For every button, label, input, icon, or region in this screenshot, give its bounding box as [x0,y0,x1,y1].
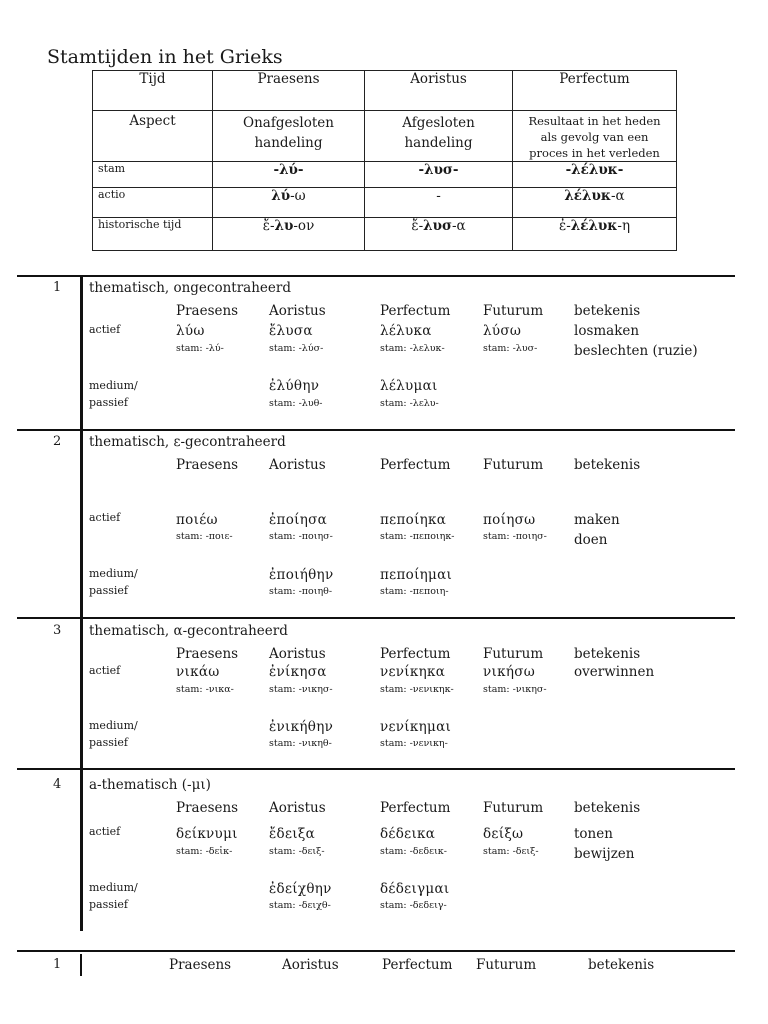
greek-form: δέδεικα [380,826,436,842]
aspect-line: Afgesloten [402,115,475,131]
aspect-line: Onafgesloten [243,115,334,131]
stam-perfectum [513,162,677,188]
aspect-line: handeling [404,135,473,151]
greek-form: πεποίημαι [380,567,453,583]
actio-perfectum [513,188,677,218]
historisch-ending: -α [451,218,466,234]
greek-form: ἐνικήθην [269,719,334,735]
label-actief: actief [89,825,121,838]
col-header-betekenis: betekenis [574,800,641,816]
historisch-aoristus [365,218,513,251]
greek-form: ἐποίησα [269,512,328,528]
greek-form: ἐλύθην [269,378,320,394]
section-rule [17,275,735,277]
col-header-betekenis: betekenis [574,457,641,473]
stem-note: stam: -ποιηθ- [269,586,333,597]
label-medium-passief [89,377,138,411]
label-medium: medium/ [89,719,138,732]
greek-form: ἐποιήθην [269,567,334,583]
historisch-perfectum [513,218,677,251]
vertical-rule [80,276,83,931]
stam-value: -λυσ- [418,162,459,178]
stam-value: -λέλυκ- [565,162,624,178]
label-medium-passief [89,717,138,751]
section-number: 1 [53,280,62,295]
aspect-aoristus [365,111,513,162]
label-actief: actief [89,323,121,336]
historisch-ending: -ον [293,218,315,234]
augment: ἔ- [262,218,275,234]
meaning-line: tonen [574,826,613,842]
stem-note: stam: -λύσ- [269,343,324,354]
section-rule [17,768,735,770]
section-rule [17,950,735,952]
meaning-line: overwinnen [574,664,655,680]
section-number: 2 [53,434,62,449]
historisch-stem: λυσ [423,218,452,234]
aspect-praesens [213,111,365,162]
col-header-perfectum: Perfectum [380,800,451,816]
col-header-betekenis: betekenis [574,646,641,662]
aspect-line: als gevolg van een [540,130,649,144]
section-rule [17,617,735,619]
historisch-praesens [213,218,365,251]
section-rule [17,429,735,431]
greek-form: λύω [176,323,205,339]
section-title: thematisch, ongecontraheerd [89,280,291,296]
meaning-line: doen [574,531,608,548]
stem-note: stam: -δεδειγ- [380,900,447,911]
col-header-praesens: Praesens [176,303,239,319]
augment: ἔ- [411,218,424,234]
meaning [574,511,620,550]
greek-form: λέλυμαι [380,378,438,394]
meaning-line: bewijzen [574,845,635,862]
label-passief: passief [89,898,128,911]
col-header-futurum: Futurum [483,303,544,319]
aspect-line: proces in het verleden [529,146,660,160]
meaning [574,663,654,683]
meaning [574,322,698,361]
meaning [574,825,635,864]
greek-form: νενίκημαι [380,719,452,735]
summary-table [92,70,677,251]
footer-header-praesens: Praesens [169,957,232,973]
col-header-praesens: Praesens [176,457,239,473]
meaning-line: maken [574,512,620,528]
label-passief: passief [89,584,128,597]
stam-praesens [213,162,365,188]
aspect-line: handeling [254,135,323,151]
greek-form: ἐνίκησα [269,664,327,680]
col-header-aoristus: Aoristus [269,303,326,319]
stem-note: stam: -ποιησ- [483,531,547,542]
historisch-stem: λυ [274,218,294,234]
greek-form: νικήσω [483,664,536,680]
stem-note: stam: -νικησ- [483,684,547,695]
greek-form: ἔλυσα [269,323,313,339]
header-cell: Aoristus [365,71,513,111]
meaning-line: beslechten (ruzie) [574,342,698,359]
stam-row [93,162,677,188]
stem-note: stam: -δειξ- [483,846,539,857]
footer-header-perfectum: Perfectum [382,957,453,973]
stem-note: stam: -νικησ- [269,684,333,695]
stem-note: stam: -νικηθ- [269,738,332,749]
col-header-aoristus: Aoristus [269,646,326,662]
stem-note: stam: -λελυκ- [380,343,445,354]
header-cell: Tijd [93,71,213,111]
section-title: thematisch, α-gecontraheerd [89,623,288,639]
historisch-ending: -η [617,218,631,234]
actio-aoristus: - [365,188,513,218]
label-medium-passief [89,565,138,599]
col-header-betekenis: betekenis [574,303,641,319]
greek-form: ἐδείχθην [269,881,332,897]
col-header-perfectum: Perfectum [380,457,451,473]
stem-note: stam: -νικα- [176,684,234,695]
greek-form: νενίκηκα [380,664,446,680]
aspect-row [93,111,677,162]
col-header-futurum: Futurum [483,646,544,662]
actio-praesens [213,188,365,218]
page-title: Stamtijden in het Grieks [47,46,283,68]
label-medium: medium/ [89,567,138,580]
stem-note: stam: -λύ- [176,343,224,354]
col-header-praesens: Praesens [176,646,239,662]
col-header-perfectum: Perfectum [380,303,451,319]
section-number: 3 [53,623,62,638]
label-medium-passief [89,879,138,913]
greek-form: δείξω [483,826,524,842]
vertical-rule [80,954,82,976]
actio-stem: λύ [271,188,291,204]
col-header-futurum: Futurum [483,457,544,473]
actio-ending: -ω [290,188,306,204]
col-header-futurum: Futurum [483,800,544,816]
greek-form: ποίησω [483,512,536,528]
section-title: thematisch, ε-gecontraheerd [89,434,286,450]
stem-note: stam: -δεἰκ- [176,846,233,857]
stem-note: stam: -λυθ- [269,398,323,409]
header-cell: Praesens [213,71,365,111]
footer-header-betekenis: betekenis [588,957,655,973]
greek-form: ἔδειξα [269,826,316,842]
actio-ending: -α [610,188,625,204]
actio-label: actio [93,188,213,218]
stem-note: stam: -ποιησ- [269,531,333,542]
stam-aoristus [365,162,513,188]
historisch-row [93,218,677,251]
label-passief: passief [89,396,128,409]
label-actief: actief [89,664,121,677]
aspect-perfectum [513,111,677,162]
greek-form: δέδειγμαι [380,881,450,897]
stem-note: stam: -λυσ- [483,343,538,354]
greek-form: ποιέω [176,512,218,528]
col-header-aoristus: Aoristus [269,800,326,816]
col-header-praesens: Praesens [176,800,239,816]
stem-note: stam: -πεποιηκ- [380,531,455,542]
footer-header-aoristus: Aoristus [282,957,339,973]
footer-number: 1 [53,957,62,972]
label-medium: medium/ [89,881,138,894]
summary-header-row [93,71,677,111]
stam-value: -λύ- [273,162,304,178]
stem-note: stam: -νενικηκ- [380,684,454,695]
col-header-perfectum: Perfectum [380,646,451,662]
section-number: 4 [53,777,62,792]
header-cell: Perfectum [513,71,677,111]
historisch-stem: λέλυκ [570,218,618,234]
greek-form: νικάω [176,664,220,680]
actio-stem: λέλυκ [564,188,611,204]
stem-note: stam: -δεδεικ- [380,846,447,857]
stem-note: stam: -δειξ- [269,846,325,857]
actio-row [93,188,677,218]
stam-label: stam [93,162,213,188]
stem-note: stam: -λελυ- [380,398,439,409]
greek-form: δείκνυμι [176,826,238,842]
label-medium: medium/ [89,379,138,392]
stem-note: stam: -νενικη- [380,738,448,749]
greek-form: λέλυκα [380,323,432,339]
greek-form: λύσω [483,323,522,339]
stem-note: stam: -ποιε- [176,531,233,542]
label-actief: actief [89,511,121,524]
footer-header-futurum: Futurum [476,957,537,973]
section-title: a-thematisch (-μι) [89,777,211,793]
historisch-label: historische tijd [93,218,213,251]
aspect-label: Aspect [93,111,213,162]
augment: ἐ- [558,218,571,234]
greek-form: πεποίηκα [380,512,447,528]
meaning-line: losmaken [574,323,640,339]
col-header-aoristus: Aoristus [269,457,326,473]
stem-note: stam: -πεποιη- [380,586,449,597]
label-passief: passief [89,736,128,749]
stem-note: stam: -δειχθ- [269,900,331,911]
aspect-line: Resultaat in het heden [528,114,661,128]
